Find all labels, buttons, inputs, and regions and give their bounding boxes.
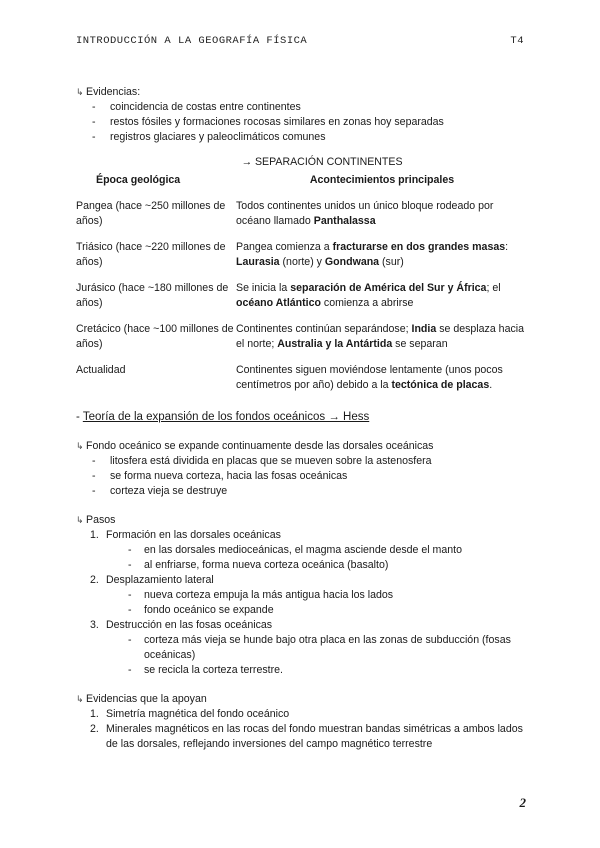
fondo-list	[76, 454, 528, 499]
step-sublist	[106, 588, 528, 618]
item-text: Minerales magnéticos en las rocas del fondo muestran bandas simétricas a ambos lados de las dorsales, reflejando inversiones del campo magnético terrestre	[106, 723, 523, 750]
step-title: Destrucción en las fosas oceánicas	[106, 619, 273, 631]
header-title: INTRODUCCIÓN A LA GEOGRAFÍA FÍSICA	[76, 35, 308, 47]
apoyo-list	[76, 707, 528, 752]
evidencias-list	[76, 100, 528, 145]
events-cell: Se inicia la separación de América del Sur y África; el océano Atlántico comienza a abrirse	[236, 282, 501, 309]
evidencias-label: Evidencias:	[86, 86, 141, 98]
fondo-label: Fondo oceánico se expande continuamente desde las dorsales oceánicas	[86, 440, 434, 452]
step-item	[76, 573, 528, 618]
numbered-item	[76, 707, 528, 722]
epochs-table-body	[76, 195, 528, 400]
step-number: 1.	[90, 529, 99, 541]
header-topic-tag: T4	[510, 35, 524, 47]
list-item: - litosfera está dividida en placas que se mueven sobre la astenosfera	[76, 454, 528, 469]
events-cell: Pangea comienza a fracturarse en dos grandes masas: Laurasia (norte) y Gondwana (sur)	[236, 241, 509, 268]
arrow-hook-icon: ↳	[76, 441, 84, 451]
list-item: - se recicla la corteza terrestre.	[106, 663, 528, 678]
events-cell: Continentes continúan separándose; India se desplaza hacia el norte; Australia y la Antártida se separan	[236, 323, 525, 350]
list-item: - corteza más vieja se hunde bajo otra placa en las zonas de subducción (fosas oceánicas)	[106, 633, 528, 663]
step-title: Formación en las dorsales oceánicas	[106, 529, 281, 541]
step-sublist	[106, 543, 528, 573]
list-item: - en las dorsales medioceánicas, el magma asciende desde el manto	[106, 543, 528, 558]
arrow-hook-icon: ↳	[76, 515, 84, 525]
table-header-row	[76, 173, 528, 195]
arrow-hook-icon: ↳	[76, 87, 84, 97]
page-content	[76, 85, 528, 752]
separacion-title: → SEPARACIÓN CONTINENTES	[241, 156, 403, 168]
pasos-list	[76, 528, 528, 678]
list-item: - coincidencia de costas entre continentes	[76, 100, 528, 115]
item-number: 1.	[90, 708, 99, 720]
table-row	[76, 318, 528, 359]
list-item: - restos fósiles y formaciones rocosas similares en zonas hoy separadas	[76, 115, 528, 130]
step-sublist	[106, 633, 528, 678]
table-row	[76, 277, 528, 318]
item-text: Simetría magnética del fondo oceánico	[106, 708, 290, 720]
step-number: 2.	[90, 574, 99, 586]
events-cell: Continentes siguen moviéndose lentamente (unos pocos centímetros por año) debido a la tectónica de placas.	[236, 364, 503, 391]
epoch-cell: Triásico (hace ~220 millones de años)	[76, 241, 226, 268]
pasos-label: Pasos	[86, 514, 116, 526]
epoch-cell: Pangea (hace ~250 millones de años)	[76, 200, 226, 227]
list-item: - nueva corteza empuja la más antigua hacia los lados	[106, 588, 528, 603]
table-row	[76, 359, 528, 400]
step-item	[76, 618, 528, 678]
table-row	[76, 195, 528, 236]
epochs-table	[76, 173, 528, 400]
step-item	[76, 528, 528, 573]
page-number: 2	[519, 795, 526, 810]
table-row	[76, 236, 528, 277]
list-item: - se forma nueva corteza, hacia las fosas oceánicas	[76, 469, 528, 484]
epoch-cell: Jurásico (hace ~180 millones de años)	[76, 282, 229, 309]
apoyo-heading	[76, 692, 528, 707]
list-item: - corteza vieja se destruye	[76, 484, 528, 499]
teoria-heading: - Teoría de la expansión de los fondos oceánicos → Hess	[76, 411, 370, 423]
arrow-hook-icon: ↳	[76, 694, 84, 704]
epoch-cell: Actualidad	[76, 364, 126, 376]
list-item: - al enfriarse, forma nueva corteza oceánica (basalto)	[106, 558, 528, 573]
column-header-epoch: Época geológica	[96, 174, 181, 186]
fondo-heading	[76, 439, 528, 454]
evidencias-heading	[76, 85, 528, 100]
teoria-heading-text: Teoría de la expansión de los fondos oceánicos → Hess	[82, 411, 370, 423]
events-cell: Todos continentes unidos un único bloque rodeado por océano llamado Panthalassa	[236, 200, 494, 227]
page-header	[76, 35, 524, 51]
list-item: - fondo oceánico se expande	[106, 603, 528, 618]
item-number: 2.	[90, 723, 99, 735]
numbered-item	[76, 722, 528, 752]
step-title: Desplazamiento lateral	[106, 574, 214, 586]
step-number: 3.	[90, 619, 99, 631]
pasos-heading	[76, 513, 528, 528]
column-header-events: Acontecimientos principales	[309, 174, 455, 186]
list-item: - registros glaciares y paleoclimáticos comunes	[76, 130, 528, 145]
epoch-cell: Cretácico (hace ~100 millones de años)	[76, 323, 234, 350]
apoyo-label: Evidencias que la apoyan	[86, 693, 207, 705]
